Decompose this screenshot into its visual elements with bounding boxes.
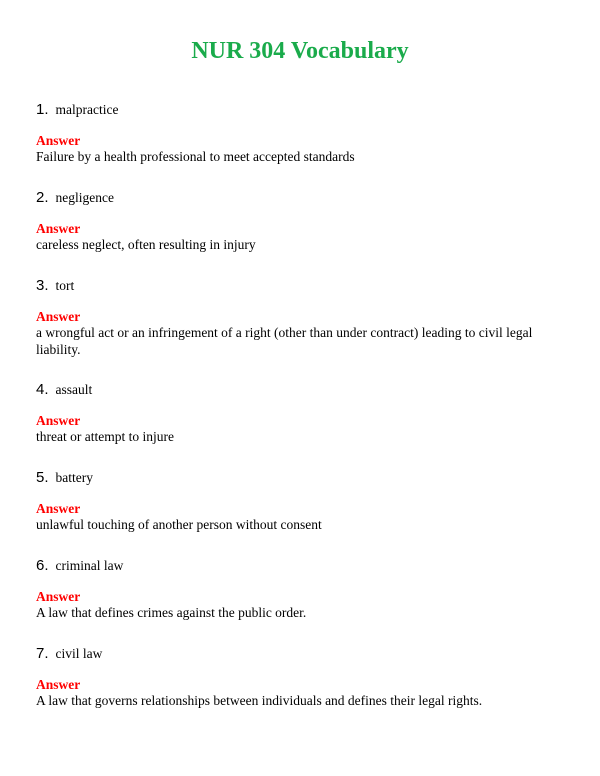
term-text: malpractice	[55, 102, 119, 117]
vocab-item-3	[36, 276, 566, 380]
term-row	[36, 556, 123, 576]
term-text: negligence	[55, 190, 114, 205]
answer-text: careless neglect, often resulting in injury	[36, 237, 256, 252]
item-number: 2.	[36, 189, 49, 206]
term-row	[36, 644, 102, 664]
answer-label: Answer	[36, 413, 81, 428]
term-text: assault	[55, 382, 93, 397]
answer-text: a wrongful act or an infringement of a right (other than under contract) leading to civil legal liability.	[36, 325, 533, 357]
term-row	[36, 100, 118, 120]
vocab-item-4	[36, 380, 566, 468]
answer-text: A law that defines crimes against the public order.	[36, 605, 307, 620]
answer-text: unlawful touching of another person without consent	[36, 517, 322, 532]
vocab-item-7	[36, 644, 566, 732]
item-number: 5.	[36, 469, 49, 486]
item-number: 3.	[36, 277, 49, 294]
term-text: battery	[55, 470, 93, 485]
answer-text: threat or attempt to injure	[36, 429, 174, 444]
answer-text: Failure by a health professional to meet accepted standards	[36, 149, 355, 164]
vocab-item-6	[36, 556, 566, 644]
term-text: civil law	[55, 646, 103, 661]
vocab-item-5	[36, 468, 566, 556]
term-row	[36, 188, 114, 208]
answer-label: Answer	[36, 133, 81, 148]
vocab-item-2	[36, 188, 566, 276]
term-row	[36, 380, 92, 400]
answer-label: Answer	[36, 309, 81, 324]
term-text: criminal law	[55, 558, 124, 573]
page-title: NUR 304 Vocabulary	[191, 38, 409, 64]
term-row	[36, 276, 74, 296]
vocab-item-1	[36, 100, 566, 188]
answer-label: Answer	[36, 221, 81, 236]
item-number: 7.	[36, 645, 49, 662]
item-number: 6.	[36, 557, 49, 574]
term-row	[36, 468, 93, 488]
answer-label: Answer	[36, 589, 81, 604]
answer-text: A law that governs relationships between individuals and defines their legal rights.	[36, 693, 483, 708]
item-number: 1.	[36, 101, 49, 118]
answer-label: Answer	[36, 677, 81, 692]
answer-label: Answer	[36, 501, 81, 516]
item-number: 4.	[36, 381, 49, 398]
vocabulary-list	[36, 100, 566, 732]
term-text: tort	[55, 278, 75, 293]
